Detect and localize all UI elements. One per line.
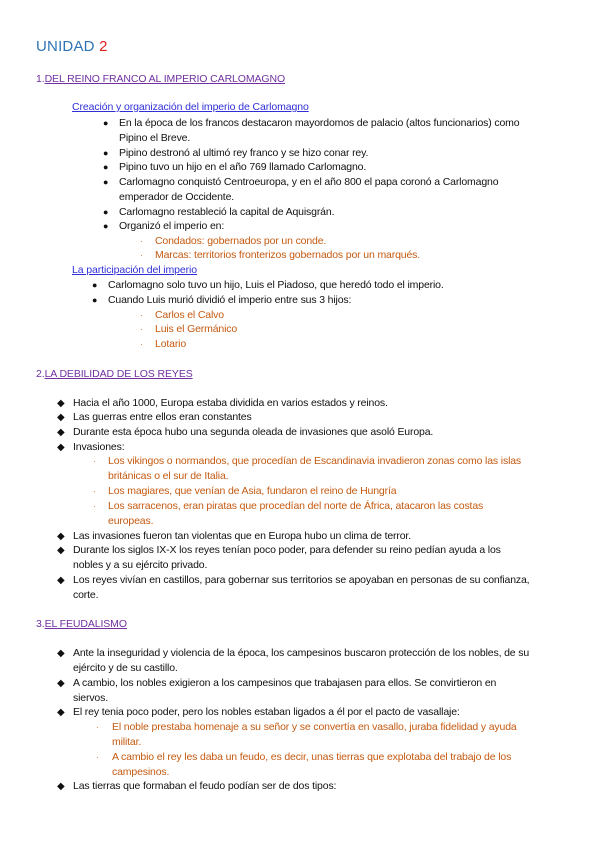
list-item: Carlomagno solo tuvo un hijo, Luis el Piadoso, que heredó todo el imperio. (108, 279, 444, 291)
small-bullet-icon: · (140, 251, 143, 260)
list-item: Durante esta época hubo una segunda oleada de invasiones que asoló Europa. (73, 426, 434, 438)
section-2-heading (36, 368, 193, 380)
small-bullet-icon: · (96, 723, 99, 732)
diamond-bullet-icon: ◆ (57, 545, 65, 556)
subheading-participacion: La participación del imperio (72, 264, 198, 276)
diamond-bullet-icon: ◆ (57, 412, 65, 423)
sub-list-item: Lotario (155, 338, 187, 350)
section-2-title: LA DEBILIDAD DE LOS REYES (44, 368, 193, 380)
diamond-bullet-icon: ◆ (57, 442, 65, 453)
bullet-icon: ● (103, 221, 109, 231)
small-bullet-icon: · (93, 457, 96, 466)
list-item: Hacia el año 1000, Europa estaba dividida en varios estados y reinos. (73, 397, 388, 409)
section-3-number: 3. (36, 618, 45, 630)
bullet-icon: ● (103, 148, 109, 158)
diamond-bullet-icon: ◆ (57, 398, 65, 409)
sub-list-item: El noble prestaba homenaje a su señor y se convertía en vasallo, juraba fidelidad y ayuda militar. (112, 721, 517, 748)
list-item: Organizó el imperio en: (119, 220, 225, 232)
sub-list-item: Los sarracenos, eran piratas que procedían del norte de África, atacaron las costas europeas. (108, 500, 484, 527)
page-title (36, 38, 108, 55)
small-bullet-icon: · (140, 311, 143, 320)
list-item: Pipino tuvo un hijo en el año 769 llamado Carlomagno. (119, 161, 367, 173)
small-bullet-icon: · (140, 340, 143, 349)
sub-list-item: Marcas: territorios fronterizos gobernados por un marqués. (155, 249, 421, 261)
list-item: A cambio, los nobles exigieron a los campesinos que trabajasen para ellos. Se convirtieron en siervos. (73, 677, 497, 704)
section-3-heading (36, 618, 127, 630)
diamond-bullet-icon: ◆ (57, 575, 65, 586)
section-2-number: 2. (36, 368, 45, 380)
list-item: Las guerras entre ellos eran constantes (73, 411, 252, 423)
small-bullet-icon: · (140, 237, 143, 246)
small-bullet-icon: · (96, 753, 99, 762)
sub-list-item: Los magiares, que venían de Asia, fundaron el reino de Hungría (108, 485, 397, 497)
section-1-title: DEL REINO FRANCO AL IMPERIO CARLOMAGNO (44, 73, 286, 85)
diamond-bullet-icon: ◆ (57, 427, 65, 438)
sub-list-item: A cambio el rey les daba un feudo, es decir, unas tierras que explotaba del trabajo de los campesinos. (112, 751, 512, 778)
bullet-icon: ● (92, 295, 98, 305)
title-word: UNIDAD (36, 38, 95, 55)
section-1-number: 1. (36, 73, 45, 85)
bullet-icon: ● (92, 280, 98, 290)
subheading-creacion: Creación y organización del imperio de Carlomagno (72, 101, 309, 113)
diamond-bullet-icon: ◆ (57, 707, 65, 718)
section-3-title: EL FEUDALISMO (44, 618, 127, 630)
list-item: Cuando Luis murió dividió el imperio entre sus 3 hijos: (108, 294, 352, 306)
title-number: 2 (99, 38, 108, 55)
diamond-bullet-icon: ◆ (57, 648, 65, 659)
list-item: Las tierras que formaban el feudo podían ser de dos tipos: (73, 780, 337, 792)
list-item: Carlomagno restableció la capital de Aquisgrán. (119, 206, 335, 218)
list-item: Carlomagno conquistó Centroeuropa, y en el año 800 el papa coronó a Carlomagno emperador de Occidente. (119, 176, 499, 203)
bullet-icon: ● (103, 118, 109, 128)
list-item: Pipino destronó al ultimó rey franco y se hizo conar rey. (119, 147, 369, 159)
list-item: El rey tenia poco poder, pero los nobles estaban ligados a él por el pacto de vasallaje: (73, 706, 460, 718)
sub-list-item: Los vikingos o normandos, que procedían de Escandinavia invadieron zonas como las islas británicas o el sur de Italia. (108, 455, 522, 482)
list-item: Invasiones: (73, 441, 125, 453)
sub-list-item: Carlos el Calvo (155, 309, 224, 321)
sub-list-item: Luis el Germánico (155, 323, 238, 335)
list-item: Ante la inseguridad y violencia de la época, los campesinos buscaron protección de los nobles, de su ejército y de su castillo. (73, 647, 530, 674)
small-bullet-icon: · (93, 502, 96, 511)
list-item: En la época de los francos destacaron mayordomos de palacio (altos funcionarios) como Pipino el Breve. (119, 117, 520, 144)
small-bullet-icon: · (93, 487, 96, 496)
bullet-icon: ● (103, 177, 109, 187)
list-item: Los reyes vivían en castillos, para gobernar sus territorios se apoyaban en personas de su confianza, corte. (73, 574, 530, 601)
sub-list-item: Condados: gobernados por un conde. (155, 235, 327, 247)
bullet-icon: ● (103, 162, 109, 172)
small-bullet-icon: · (140, 325, 143, 334)
list-item: Durante los siglos IX-X los reyes tenían poco poder, para defender su reino pedían ayuda a los nobles y a su ejército privado. (73, 544, 501, 571)
diamond-bullet-icon: ◆ (57, 531, 65, 542)
diamond-bullet-icon: ◆ (57, 781, 65, 792)
bullet-icon: ● (103, 207, 109, 217)
diamond-bullet-icon: ◆ (57, 678, 65, 689)
section-1-heading (36, 73, 285, 85)
list-item: Las invasiones fueron tan violentas que en Europa hubo un clima de terror. (73, 530, 411, 542)
